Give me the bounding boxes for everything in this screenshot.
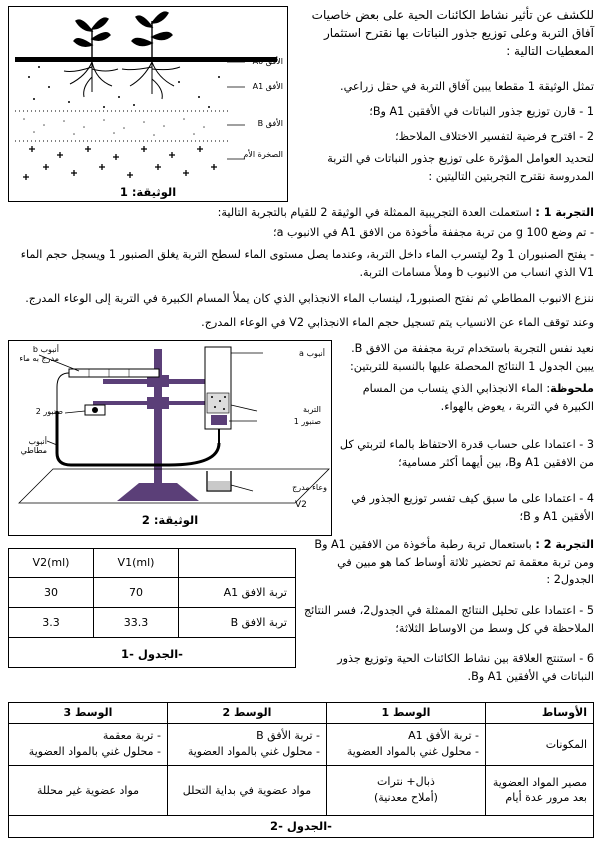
table-1-row-label: تربة الافق B <box>179 607 296 637</box>
document-2-caption: الوثيقة: 2 <box>141 513 199 527</box>
label-tube-b: أنبوب b مدرج به ماء <box>19 345 59 363</box>
table-2-cell <box>9 723 167 765</box>
table-2-line: - تربة الأفق A1 <box>408 729 479 742</box>
label-a1: الأفق A1 <box>252 82 283 91</box>
table-2-header-medium-3: الوسط 3 <box>9 703 167 723</box>
table-2-line: - محلول غني بالمواد العضوية <box>346 745 479 758</box>
question-5: 5 - اعتمادا على تحليل النتائج الممثلة في الجدول2، فسر النتائج الملاحظة في كل وسط من الاوساط الثلاثة؛ <box>303 604 594 635</box>
plants <box>74 12 172 59</box>
tube-b <box>57 369 159 415</box>
experiment-2-title: التجربة 2 : <box>535 538 594 551</box>
experiment-2-text: باستعمال تربة رطبة مأخوذة من الافقين A1 وB ومن تربة معقمة تم تحضير ثلاثة أوساط كما هو مبين في الجدول2 : <box>314 538 594 586</box>
experiment-1-step-6: يبين الجدول 1 النتائج المحصلة عليها بالنسبة للتربتين: <box>350 360 594 373</box>
table-1 <box>9 549 295 638</box>
table-row <box>9 723 593 765</box>
table-1-cell: 33.3 <box>94 607 179 637</box>
table-2-cell: مواد عضوية في بداية التحلل <box>167 765 326 815</box>
label-tap-1: صنبور 1 <box>293 417 321 426</box>
table-2-cell <box>326 765 485 815</box>
note-title: ملحوظة <box>550 382 594 395</box>
document-1-caption: الوثيقة: 1 <box>119 185 177 199</box>
question-3: 3 - اعتمادا على حساب قدرة الاحتفاظ بالماء لتربتي كل من الافقين A1 وB، بين أيهما أكثر مسامية؛ <box>339 438 594 469</box>
rubber-tube <box>57 411 219 465</box>
table-2-caption: الجدول -2- <box>270 819 332 833</box>
table-row <box>9 607 295 637</box>
table-2-row-label: مصير المواد العضوية بعد مرور عدة أيام <box>486 765 594 815</box>
table-2-line: ذبال+ نترات <box>377 775 435 788</box>
experiment-1-step-4: وعند توقف الماء عن الانسياب يتم تسجيل حجم الماء الانجذابي V2 في الوعاء المدرج. <box>201 316 594 329</box>
label-rubber-tube: أنبوب مطاطي <box>20 437 47 455</box>
experiment-1-step-3: ننزع الانبوب المطاطي ثم نفتح الصنبور1، لينساب الماء الانجذابي الذي كان يملأ المسام الكبيرة في التربة إلى الوعاء المدرج. <box>25 292 594 305</box>
table-row <box>9 577 295 607</box>
table-2-row-label: المكونات <box>486 723 594 765</box>
experiment-1-step-2: - يفتح الصنبوران 1 و2 ليتسرب الماء داخل التربة، وعندما يصل مستوى الماء لسطح التربة يغلق الصنبور 1 ويسجل حجم الماء V1 الذي انساب من الانبوب b وملأ مسامات التربة. <box>20 248 594 279</box>
question-6: 6 - استنتج العلاقة بين نشاط الكائنات الحية وتوزيع جذور النباتات في الأفقين A1 وB. <box>337 652 594 683</box>
table-2 <box>9 703 593 816</box>
ground-surface <box>15 57 277 62</box>
experiment-2 <box>302 536 594 589</box>
label-soil: التربة <box>302 405 321 414</box>
label-b: الأفق B <box>257 119 283 128</box>
label-a0: الأفق A0 <box>252 57 283 66</box>
horizon-b-texture <box>23 118 205 136</box>
table-2-cell <box>326 723 485 765</box>
bedrock-crosses <box>23 146 217 180</box>
label-tube-a: أنبوب a <box>299 349 325 358</box>
paragraph-2: لتحديد العوامل المؤثرة على توزيع جذور النباتات في التربة المدروسة نقترح التجربتين التاليتين : <box>327 152 594 183</box>
experiment-1-step-1: - تم وضع 100 g من تربة مجففة مأخوذة من الافق A1 في الانبوب a؛ <box>273 226 594 239</box>
question-2: 2 - اقترح فرضية لتفسير الاختلاف الملاحظ؛ <box>395 130 594 143</box>
table-2-cell <box>167 723 326 765</box>
table-1-cell: 3.3 <box>9 607 94 637</box>
plant-roots <box>64 62 180 99</box>
table-2-line: (أملاح معدنية) <box>374 791 438 804</box>
experiment-1-heading <box>8 204 594 222</box>
table-2-line: - تربة الأفق B <box>256 729 320 742</box>
table-row <box>9 765 593 815</box>
question-4: 4 - اعتمادا على ما سبق كيف تفسر توزيع الجذور في الأفقين A1 و B؛ <box>351 492 594 523</box>
horizon-a1-texture <box>28 66 220 108</box>
tube-a <box>205 347 231 443</box>
table-2-line: - تربة معقمة <box>102 729 161 742</box>
table-2-block <box>8 702 594 838</box>
label-leaders <box>227 62 245 159</box>
table-1-header-v1: V1(ml) <box>94 549 179 577</box>
label-rock: الصخرة الأم <box>243 150 283 159</box>
label-tap-2: صنبور 2 <box>35 407 63 416</box>
document-1-figure <box>8 6 288 202</box>
table-1-row-label: تربة الافق A1 <box>179 577 296 607</box>
question-1: 1 - قارن توزيع جذور النباتات في الأفقين A1 وB؛ <box>369 105 594 118</box>
table-2-header-label: الأوساط <box>486 703 594 723</box>
table-2-header-medium-2: الوسط 2 <box>167 703 326 723</box>
doc1-description: تمثل الوثيقة 1 مقطعا يبين آفاق التربة في حقل زراعي. <box>340 80 594 93</box>
table-2-line: - محلول غني بالمواد العضوية <box>28 745 161 758</box>
document-2-figure <box>8 340 332 536</box>
label-vessel: وعاء مدرج <box>292 483 327 492</box>
label-v2: V2 <box>295 500 307 510</box>
table-1-block <box>8 548 296 668</box>
table-1-header-v2: V2(ml) <box>9 549 94 577</box>
table-2-line: - محلول غني بالمواد العضوية <box>187 745 320 758</box>
experiment-1-intro: استعملت العدة التجريبية الممثلة في الوثيقة 2 للقيام بالتجربة التالية: <box>217 206 532 219</box>
note-text: : الماء الانجذابي الذي ينساب من المسام الكبيرة في التربة ، يعوض بالهواء. <box>362 382 594 413</box>
experiment-1-title: التجربة 1 : <box>535 206 594 219</box>
table-1-cell: 30 <box>9 577 94 607</box>
graduated-vessel <box>207 471 231 491</box>
table-1-caption: الجدول -1- <box>121 647 183 661</box>
table-1-header-empty <box>179 549 296 577</box>
note <box>338 380 594 415</box>
table-2-header-medium-1: الوسط 1 <box>326 703 485 723</box>
table-2-cell: مواد عضوية غير محللة <box>9 765 167 815</box>
intro-paragraph: للكشف عن تأثير نشاط الكائنات الحية على بعض خاصيات آفاق التربة وعلى توزيع جذور النباتات بها نقترح استثمار المعطيات التالية : <box>311 8 594 58</box>
experiment-1-step-5: نعيد نفس التجربة باستخدام تربة مجففة من الافق B. <box>351 342 594 355</box>
table-1-cell: 70 <box>94 577 179 607</box>
